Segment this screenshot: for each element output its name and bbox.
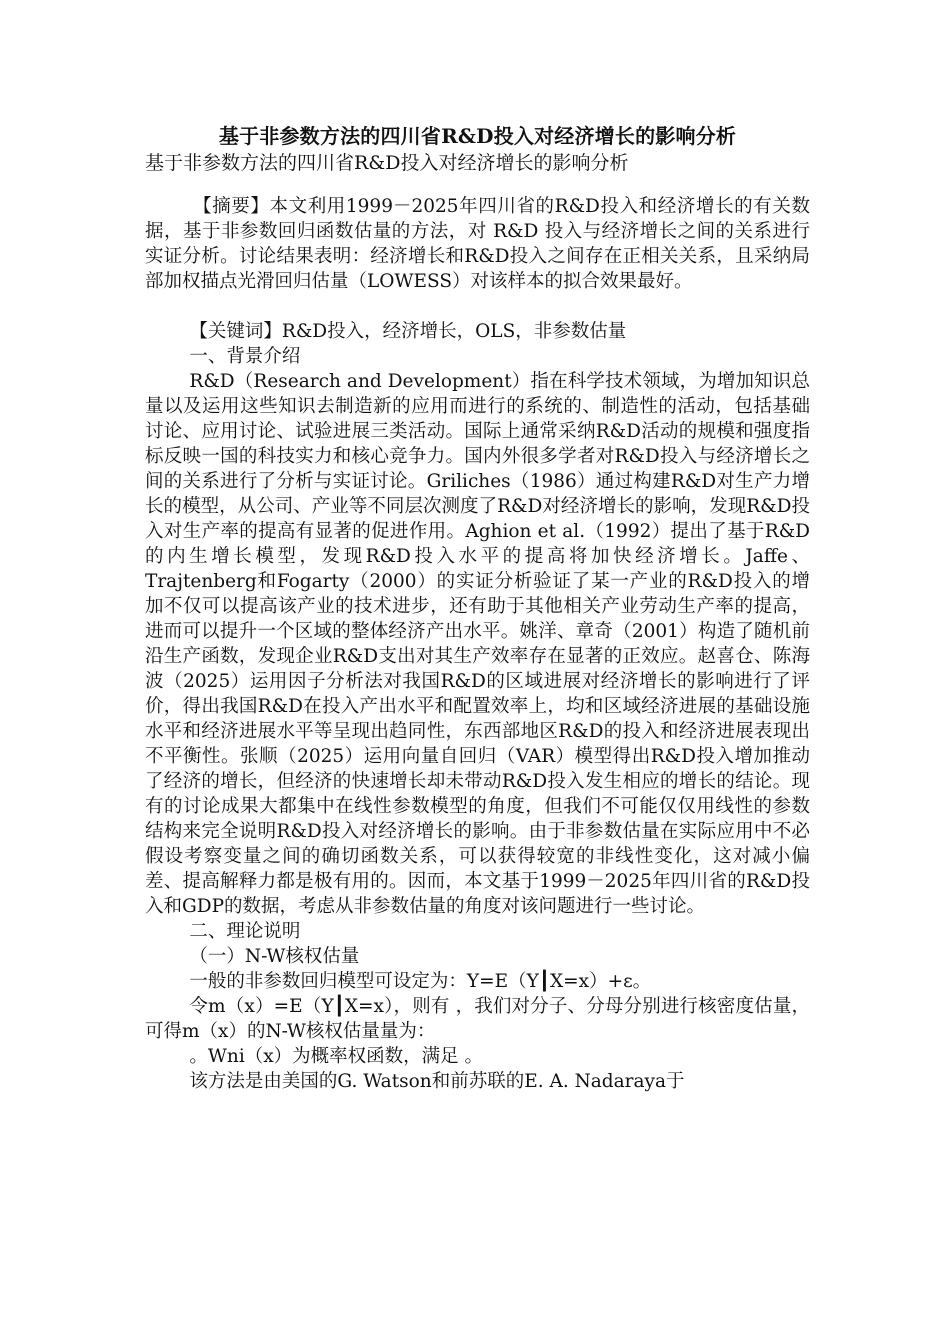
spacer bbox=[145, 294, 810, 319]
document-subtitle: 基于非参数方法的四川省R&D投入对经济增长的影响分析 bbox=[145, 152, 629, 174]
background-paragraph: R&D（Research and Development）指在科学技术领域，为增加知识总量以及运用这些知识去制造新的应用而进行的系统的、制造性的活动，包括基础讨论、应用讨论、试验进展三类活动。国际上通常采纳R&D活动的规模和强度指标反映一国的科技实力和核心竞争力。国内外很多学者对R&D投入与经济增长之间的关系进行了分析与实证讨论。Griliches（1986）通过构建R&D对生产力增长的模型，从公司、产业等不同层次测度了R&D对经济增长的影响，发现R&D投入对生产率的提高有显著的促进作用。Aghion et al.（1992）提出了基于R&D的内生增长模型，发现R&D投入水平的提高将加快经济增长。Jaffe、Trajtenberg和Fogarty（2000）的实证分析验证了某一产业的R&D投入的增加不仅可以提高该产业的技术进步，还有助于其他相关产业劳动生产率的提高，进而可以提升一个区域的整体经济产出水平。姚洋、章奇（2001）构造了随机前沿生产函数，发现企业R&D支出对其生产效率存在显著的正效应。赵喜仓、陈海波（2025）运用因子分析法对我国R&D的区域进展对经济增长的影响进行了评价，得出我国R&D在投入产出水平和配置效率上，均和区域经济进展的基础设施水平和经济进展水平等呈现出趋同性，东西部地区R&D的投入和经济进展表现出不平衡性。张顺（2025）运用向量自回归（VAR）模型得出R&D投入增加推动了经济的增长，但经济的快速增长却未带动R&D投入发生相应的增长的结论。现有的讨论成果大都集中在线性参数模型的角度，但我们不可能仅仅用线性的参数结构来完全说明R&D投入对经济增长的影响。由于非参数估量在实际应用中不必假设考察变量之间的确切函数关系，可以获得较宽的非线性变化，这对减小偏差、提高解释力都是极有用的。因而，本文基于1999－2025年四川省的R&D投入和GDP的数据，考虑从非参数估量的角度对该问题进行一些讨论。 bbox=[145, 371, 810, 917]
model-paragraph: 一般的非参数回归模型可设定为：Y=E（Y┃X=x）+ε。 bbox=[189, 971, 652, 992]
method-origin-paragraph: 该方法是由美国的G. Watson和前苏联的E. A. Nadaraya于 bbox=[189, 1071, 685, 1092]
section-heading-theory: 二、理论说明 bbox=[189, 921, 301, 942]
document-title: 基于非参数方法的四川省R&D投入对经济增长的影响分析 bbox=[218, 124, 737, 148]
keywords-paragraph: 【关键词】R&D投入，经济增长，OLS，非参数估量 bbox=[189, 321, 627, 342]
section-heading-background: 一、背景介绍 bbox=[189, 346, 301, 367]
estimator-paragraph: 令m（x）=E（Y┃X=x），则有 ，我们对分子、分母分别进行核密度估量，可得m（x）的N-W核权估量量为： bbox=[145, 996, 810, 1042]
subsection-heading-nw: （一）N-W核权估量 bbox=[189, 946, 360, 967]
weight-function-paragraph: 。Wni（x）为概率权函数，满足 。 bbox=[189, 1046, 484, 1067]
document-page bbox=[145, 118, 810, 1094]
abstract-paragraph: 【摘要】本文利用1999－2025年四川省的R&D投入和经济增长的有关数据，基于非参数回归函数估量的方法，对 R&D 投入与经济增长之间的关系进行实证分析。讨论结果表明：经济增长和R&D投入之间存在正相关关系，且采纳局部加权描点光滑回归估量（LOWESS）对该样本的拟合效果最好。 bbox=[145, 196, 810, 292]
